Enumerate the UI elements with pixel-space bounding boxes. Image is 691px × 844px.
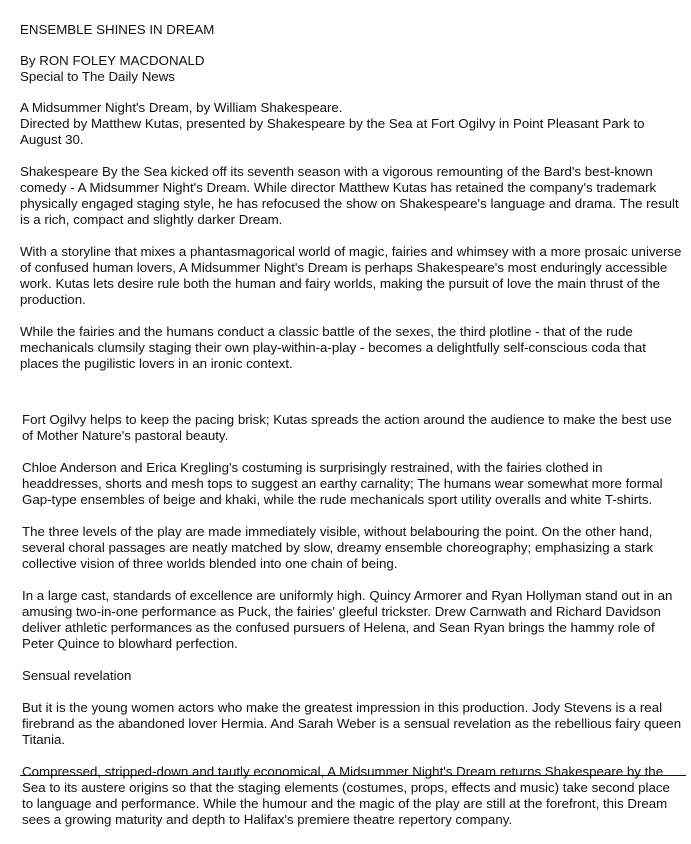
byline (20, 53, 682, 85)
paragraph-staging: The three levels of the play are made immediately visible, without belabouring the point. On the other hand, several choral passages are neatly matched by slow, dreamy ensemble choreography; emphasizing a stark collective vision of three worlds blended into one chain of being. (22, 524, 654, 571)
production-credits (20, 100, 682, 148)
credits-title-line: A Midsummer Night's Dream, by William Shakespeare. (20, 100, 343, 115)
credits-direction-line: Directed by Matthew Kutas, presented by Shakespeare by the Sea at Fort Ogilvy in Point Pleasant Park to August 30. (20, 116, 645, 147)
byline-author: By RON FOLEY MACDONALD (20, 53, 205, 68)
paragraph-intro: Shakespeare By the Sea kicked off its seventh season with a vigorous remounting of the Bard's best-known comedy - A Midsummer Night's Dream. While director Matthew Kutas has retained the company's trademark physically engaged staging style, he has refocused the show on Shakespeare's language and drama. The result is a rich, compact and slightly darker Dream. (20, 164, 679, 227)
paragraph-conclusion: Compressed, stripped-down and tautly economical, A Midsummer Night's Dream returns Shakespeare by the Sea to its austere origins so that the staging elements (costumes, props, effects and music) take second place to language and performance. While the humour and the magic of the play are still at the forefront, this Dream sees a growing maturity and depth to Halifax's premiere theatre repertory company. (22, 764, 670, 827)
paragraph-venue: Fort Ogilvy helps to keep the pacing brisk; Kutas spreads the action around the audience to make the best use of Mother Nature's pastoral beauty. (22, 412, 672, 443)
subheading: Sensual revelation (22, 668, 132, 683)
byline-affiliation: Special to The Daily News (20, 69, 175, 84)
paragraph-plotlines: While the fairies and the humans conduct a classic battle of the sexes, the third plotline - that of the rude mechanicals clumsily staging their own play-within-a-play - becomes a delightfully self-conscious coda that places the pugilistic lovers in an ironic context. (20, 324, 646, 371)
headline: ENSEMBLE SHINES IN DREAM (20, 22, 215, 37)
paragraph-actresses: But it is the young women actors who make the greatest impression in this production. Jody Stevens is a real firebrand as the abandoned lover Hermia. And Sarah Weber is a sensual revelation as the rebellious fairy queen Titania. (22, 700, 682, 747)
article (20, 22, 682, 844)
paragraph-costuming: Chloe Anderson and Erica Kregling's costuming is surprisingly restrained, with the fairies clothed in headdresses, shorts and mesh tops to suggest an earthy carnality; The humans wear somewhat more formal Gap-type ensembles of beige and khaki, while the rude mechanicals sport utility overalls and white T-shirts. (22, 460, 663, 507)
bottom-rule (20, 775, 686, 776)
paragraph-cast: In a large cast, standards of excellence are uniformly high. Quincy Armorer and Ryan Hollyman stand out in an amusing two-in-one performance as Puck, the fairies' gleeful trickster. Drew Carnwath and Richard Davidson deliver athletic performances as the confused pursuers of Helena, and Sean Ryan brings the hammy role of Peter Quince to blowhard perfection. (22, 588, 673, 651)
paragraph-storyline: With a storyline that mixes a phantasmagorical world of magic, fairies and whimsey with a more prosaic universe of confused human lovers, A Midsummer Night's Dream is perhaps Shakespeare's most enduringly accessible work. Kutas lets desire rule both the human and fairy worlds, making the pursuit of love the main thrust of the production. (20, 244, 682, 307)
